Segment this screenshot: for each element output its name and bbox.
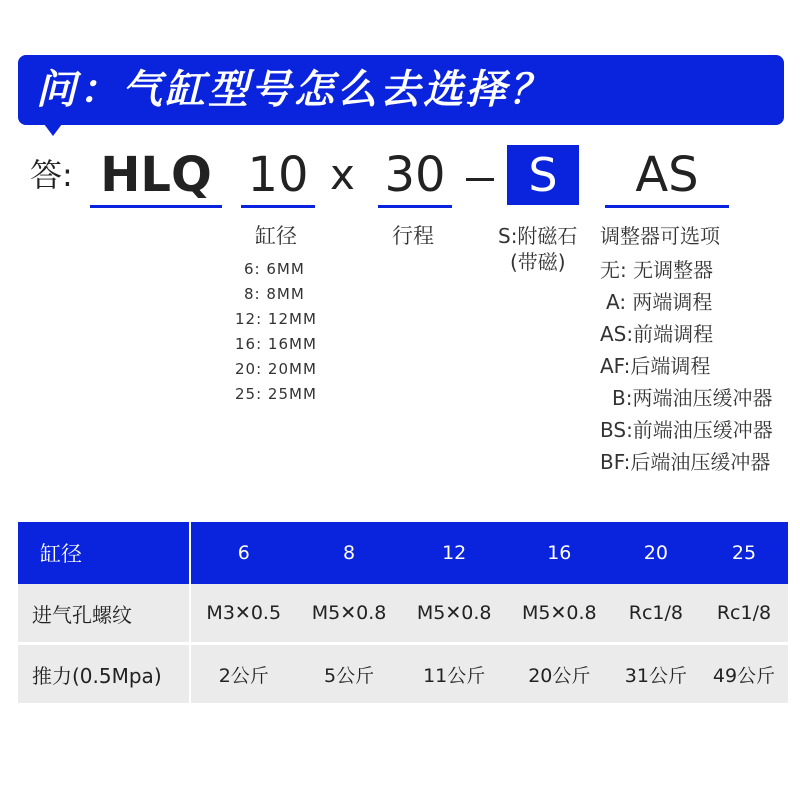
table-row: [18, 644, 788, 704]
adjuster-label: 调整器可选项: [600, 224, 720, 248]
stroke-code: 30: [384, 147, 446, 203]
table-header-cell: 缸径: [18, 522, 190, 584]
table-cell: M3✕0.5: [190, 584, 296, 644]
table-header-cell: 12: [402, 522, 507, 584]
magnet-code: S: [507, 145, 579, 205]
table-cell: 进气孔螺纹: [18, 584, 190, 644]
table-header-cell: 25: [700, 522, 788, 584]
table-cell: Rc1/8: [612, 584, 700, 644]
adjuster-option: B:两端油压缓冲器: [612, 386, 773, 410]
question-text: 问：气缸型号怎么去选择？: [36, 67, 552, 113]
table-row: [18, 584, 788, 644]
adjuster-option: AS:前端调程: [600, 322, 714, 346]
magnet-sublabel: (带磁): [510, 250, 566, 274]
bore-option: 12: 12MM: [235, 310, 317, 328]
table-cell: M5✕0.8: [296, 584, 401, 644]
table-cell: 2公斤: [190, 644, 296, 704]
table-cell: Rc1/8: [700, 584, 788, 644]
stroke-underline: [378, 205, 452, 208]
adjuster-option: AF:后端调程: [600, 354, 711, 378]
table-header-row: [18, 522, 788, 584]
table-header-cell: 16: [507, 522, 612, 584]
adjuster-code: AS: [635, 147, 699, 203]
table-cell: 31公斤: [612, 644, 700, 704]
adjuster-option: A: 两端调程: [606, 290, 713, 314]
spec-table: [18, 522, 788, 703]
bore-option: 20: 20MM: [235, 360, 317, 378]
bore-option: 16: 16MM: [235, 335, 317, 353]
dash-separator: [466, 178, 494, 181]
banner-tail: [44, 124, 62, 136]
magnet-label: S:附磁石: [498, 224, 578, 248]
stroke-label: 行程: [392, 224, 434, 248]
table-cell: M5✕0.8: [507, 584, 612, 644]
table-cell: 20公斤: [507, 644, 612, 704]
table-cell: M5✕0.8: [402, 584, 507, 644]
bore-label: 缸径: [255, 224, 297, 248]
bore-code: 10: [247, 147, 309, 203]
bore-option: 6: 6MM: [244, 260, 305, 278]
table-header-cell: 6: [190, 522, 296, 584]
times-sign: x: [330, 150, 355, 199]
adjuster-underline: [605, 205, 729, 208]
table-cell: 11公斤: [402, 644, 507, 704]
table-cell: 5公斤: [296, 644, 401, 704]
bore-option: 25: 25MM: [235, 385, 317, 403]
table-cell: 推力(0.5Mpa): [18, 644, 190, 704]
adjuster-option: 无: 无调整器: [600, 258, 714, 282]
adjuster-option: BF:后端油压缓冲器: [600, 450, 771, 474]
adjuster-option: BS:前端油压缓冲器: [600, 418, 773, 442]
table-header-cell: 8: [296, 522, 401, 584]
bore-option: 8: 8MM: [244, 285, 305, 303]
answer-label: 答:: [30, 156, 73, 194]
table-header-cell: 20: [612, 522, 700, 584]
table-cell: 49公斤: [700, 644, 788, 704]
bore-underline: [241, 205, 315, 208]
series-underline: [90, 205, 222, 208]
series-code: HLQ: [100, 147, 212, 203]
